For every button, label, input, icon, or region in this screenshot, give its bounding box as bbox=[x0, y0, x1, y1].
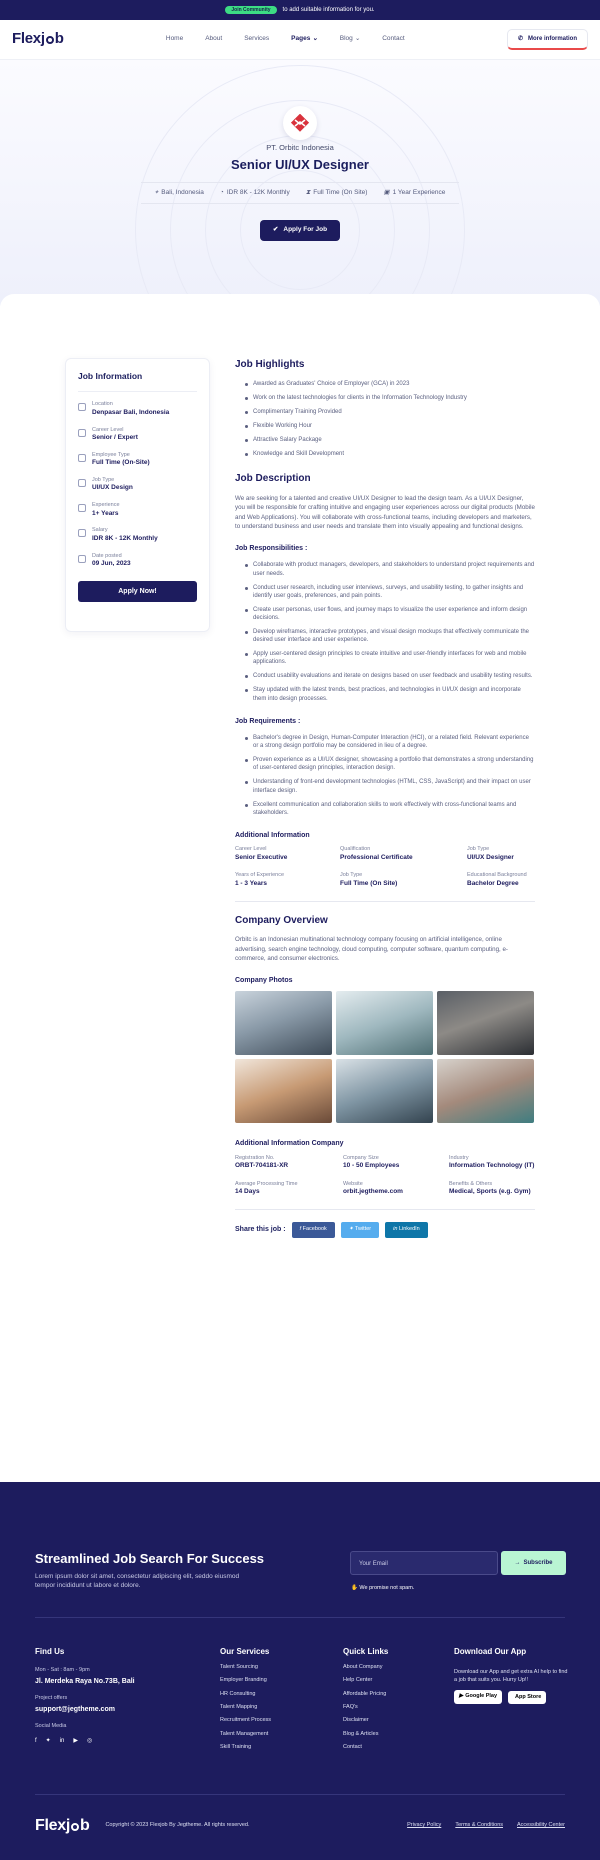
responsibilities-title: Job Responsibilities : bbox=[235, 545, 308, 552]
meta-type-text: Full Time (On Site) bbox=[313, 188, 368, 196]
calendar-icon bbox=[78, 555, 86, 563]
hourglass-icon: ⧗ bbox=[305, 188, 311, 196]
info-value: Information Technology (IT) bbox=[449, 1162, 535, 1170]
dribbble-icon[interactable]: ◎ bbox=[87, 1737, 93, 1744]
info-career-level bbox=[78, 427, 197, 443]
highlights-title: Job Highlights bbox=[235, 359, 305, 370]
company-photos-gallery bbox=[235, 991, 535, 1123]
company-photos-title: Company Photos bbox=[235, 976, 293, 984]
share-linkedin-button[interactable] bbox=[385, 1222, 428, 1237]
footer-find-us bbox=[35, 1647, 135, 1745]
nav-about[interactable]: About bbox=[205, 35, 223, 43]
info-label: Career Level bbox=[235, 846, 267, 853]
promise-label: We promise not spam. bbox=[359, 1585, 415, 1591]
divider bbox=[235, 1209, 535, 1210]
list-item: Develop wireframes, interactive prototypes, and visual design mockups that effectively communicate the desired user interface and user experience. bbox=[235, 628, 535, 644]
info-label: Benefits & Others bbox=[449, 1181, 493, 1188]
info-value: IDR 8K - 12K Monthly bbox=[92, 534, 158, 542]
footer-link[interactable]: Disclaimer bbox=[343, 1717, 369, 1724]
apply-for-job-button[interactable] bbox=[260, 220, 340, 241]
list-item: Flexible Working Hour bbox=[235, 422, 535, 430]
list-item: Understanding of front-end development technologies (HTML, CSS, JavaScript) and their impact on user interface design. bbox=[235, 778, 535, 794]
location-pin-icon: ⌖ bbox=[154, 188, 159, 196]
list-item: Conduct usability evaluations and iterate on designs based on user feedback and usability testing results. bbox=[235, 672, 535, 680]
job-hero bbox=[0, 60, 600, 306]
info-job-type bbox=[78, 477, 197, 493]
info-value: Full Time (On-Site) bbox=[92, 459, 150, 467]
office-photo[interactable] bbox=[336, 1059, 433, 1123]
info-label: Employee Type bbox=[92, 451, 130, 458]
company-name: PT. Orbitc Indonesia bbox=[266, 143, 334, 152]
linkedin-icon[interactable]: in bbox=[59, 1737, 65, 1744]
info-value: 14 Days bbox=[235, 1188, 260, 1196]
list-item: Bachelor's degree in Design, Human-Computer Interaction (HCI), or a related field. Relevant experience or a strong design portfolio may be considered in lieu of a degree. bbox=[235, 734, 535, 750]
download-app-title: Download Our App bbox=[454, 1647, 527, 1656]
info-label: Website bbox=[343, 1181, 363, 1188]
additional-company-title: Additional Information Company bbox=[235, 1140, 344, 1148]
chevron-down-icon: ⌄ bbox=[312, 35, 318, 43]
info-value: Full Time (On Site) bbox=[340, 879, 398, 887]
footer-link[interactable]: Skill Training bbox=[220, 1744, 252, 1751]
list-item: Stay updated with the latest trends, best practices, and technologies in UI/UX design and incorporate them into design processes. bbox=[235, 686, 535, 702]
highlights-list bbox=[235, 380, 535, 459]
social-icons bbox=[35, 1737, 135, 1745]
share-facebook-label: Facebook bbox=[302, 1226, 327, 1233]
footer-quick-links bbox=[343, 1647, 388, 1752]
list-item: Apply user-centered design principles to create intuitive and user-friendly interfaces for web and mobile applications. bbox=[235, 650, 535, 666]
quick-links-title: Quick Links bbox=[343, 1647, 389, 1656]
legal-links bbox=[407, 1822, 565, 1829]
app-store-button[interactable] bbox=[508, 1691, 546, 1704]
apply-for-job-label: Apply For Job bbox=[283, 226, 328, 234]
social-media-label: Social Media bbox=[35, 1722, 67, 1729]
office-photo[interactable] bbox=[235, 991, 332, 1055]
info-value: Bachelor Degree bbox=[467, 879, 519, 887]
project-offers-label: Project offers bbox=[35, 1694, 68, 1701]
chevron-down-icon: ⌄ bbox=[354, 35, 361, 43]
email-input[interactable]: Your Email bbox=[350, 1551, 498, 1575]
description-text: We are seeking for a talented and creative UI/UX Designer to lead the design team. As a UI/UX Designer, you will be responsible for crafting intuitive and engaging user experiences across our digital products (Mobile and Web Applications). You will collaborate with cross-functional teams, including developers and marketers, to understand business and user needs and translate them into visually appealing and functional designs. bbox=[235, 494, 535, 531]
share-twitter-label: Twitter bbox=[354, 1226, 372, 1233]
info-value: Professional Certificate bbox=[340, 853, 413, 861]
footer-link[interactable]: FAQ's bbox=[343, 1704, 358, 1711]
linkedin-icon: in bbox=[393, 1226, 399, 1233]
additional-info-title: Additional Information bbox=[235, 831, 310, 839]
share-label: Share this job : bbox=[235, 1226, 286, 1234]
footer-logo[interactable]: Flexj b bbox=[35, 1817, 90, 1834]
download-app-text: Download our App and get extra AI help to find a job that suits you. Hurry Up!! bbox=[454, 1668, 568, 1684]
info-value: Senior Executive bbox=[235, 853, 288, 861]
info-value: Denpasar Bali, Indonesia bbox=[92, 408, 170, 416]
briefcase-icon: ▣ bbox=[383, 188, 390, 196]
meta-salary bbox=[212, 189, 298, 198]
share-linkedin-label: LinkedIn bbox=[398, 1226, 420, 1233]
more-information-button[interactable] bbox=[507, 29, 588, 50]
arrow-right-icon: → bbox=[514, 1559, 521, 1566]
meta-type bbox=[298, 189, 376, 198]
phone-icon: ✆ bbox=[517, 35, 523, 42]
office-photo[interactable] bbox=[235, 1059, 332, 1123]
job-information-card bbox=[65, 358, 210, 632]
footer-services bbox=[220, 1647, 271, 1752]
office-photo[interactable] bbox=[437, 991, 534, 1055]
twitter-icon[interactable]: ✦ bbox=[45, 1737, 51, 1744]
info-value: UI/UX Designer bbox=[467, 853, 514, 861]
subscribe-label: Subscribe bbox=[523, 1559, 553, 1566]
info-label: Average Processing Time bbox=[235, 1181, 298, 1188]
nav-home[interactable]: Home bbox=[165, 35, 184, 43]
meta-experience bbox=[375, 189, 453, 198]
meta-location-text: Bali, Indonesia bbox=[161, 188, 204, 196]
job-title: Senior UI/UX Designer bbox=[231, 157, 369, 173]
company-overview-title: Company Overview bbox=[235, 914, 328, 926]
divider bbox=[235, 901, 535, 902]
twitter-icon: ✦ bbox=[348, 1226, 355, 1233]
list-item: Create user personas, user flows, and journey maps to visualize the user experience and inform design decisions. bbox=[235, 606, 535, 622]
list-item: Knowledge and Skill Development bbox=[235, 450, 535, 458]
nav-contact[interactable]: Contact bbox=[382, 35, 405, 43]
company-info-grid bbox=[235, 1155, 535, 1197]
newsletter bbox=[35, 1550, 264, 1591]
footer-bottom bbox=[35, 1815, 565, 1837]
info-value: 1+ Years bbox=[92, 509, 119, 517]
footer-link[interactable]: Talent Sourcing bbox=[220, 1663, 258, 1670]
office-photo[interactable] bbox=[437, 1059, 534, 1123]
footer-download-app bbox=[454, 1647, 569, 1704]
footer bbox=[0, 1482, 600, 1860]
info-label: Career Level bbox=[92, 426, 124, 433]
job-meta-row bbox=[141, 182, 459, 205]
hand-icon: ✋ bbox=[351, 1585, 358, 1591]
google-play-button[interactable] bbox=[454, 1690, 502, 1703]
info-employee-type bbox=[78, 452, 197, 468]
newsletter-title: Streamlined Job Search For Success bbox=[35, 1551, 265, 1566]
promise-text bbox=[351, 1585, 414, 1592]
responsibilities-list bbox=[235, 561, 535, 702]
list-item: Awarded as Graduates' Choice of Employer (GCA) in 2023 bbox=[235, 380, 535, 388]
info-value: Medical, Sports (e.g. Gym) bbox=[449, 1188, 531, 1196]
website-link[interactable]: orbit.jegtheme.com bbox=[343, 1188, 403, 1196]
info-value: 10 - 50 Employees bbox=[343, 1162, 400, 1170]
list-item: Conduct user research, including user interviews, surveys, and usability testing, to gather insights and identify user goals, preferences, and pain points. bbox=[235, 584, 535, 600]
find-us-title: Find Us bbox=[35, 1647, 65, 1656]
info-label: Salary bbox=[92, 527, 108, 534]
info-label: Location bbox=[92, 401, 113, 408]
youtube-icon[interactable]: ▶ bbox=[73, 1737, 78, 1744]
footer-divider bbox=[35, 1794, 565, 1795]
meta-location bbox=[147, 189, 212, 198]
info-label: Qualification bbox=[340, 846, 371, 853]
job-content bbox=[235, 358, 535, 1238]
apply-now-button[interactable]: Apply Now! bbox=[78, 581, 197, 602]
nav-services[interactable]: Services bbox=[244, 35, 270, 43]
requirements-list bbox=[235, 734, 535, 817]
newsletter-text: Lorem ipsum dolor sit amet, consectetur adipiscing elit, seddo eiusmod tempor incididunt ut labore et dolore. bbox=[35, 1572, 240, 1590]
money-icon bbox=[78, 529, 86, 537]
footer-link[interactable]: Employer Branding bbox=[220, 1677, 267, 1684]
meta-salary-text: IDR 8K - 12K Monthly bbox=[226, 188, 290, 196]
footer-link[interactable]: Help Center bbox=[343, 1677, 373, 1684]
info-experience bbox=[78, 502, 197, 518]
job-detail-section bbox=[0, 294, 600, 1482]
briefcase-icon bbox=[78, 479, 86, 487]
footer-link[interactable]: Contact bbox=[343, 1744, 362, 1751]
info-value: 09 Jun, 2023 bbox=[92, 560, 131, 568]
share-row bbox=[235, 1222, 535, 1237]
google-play-label: Google Play bbox=[465, 1693, 498, 1700]
list-item: Attractive Salary Package bbox=[235, 436, 535, 444]
info-value: ORBT-704181-XR bbox=[235, 1162, 289, 1170]
more-information-label: More information bbox=[527, 35, 577, 42]
footer-link[interactable]: Affordable Pricing bbox=[343, 1690, 387, 1697]
list-item: Proven experience as a UI/UX designer, showcasing a portfolio that demonstrates a strong understanding of user-centered design principles, interaction design. bbox=[235, 756, 535, 772]
services-title: Our Services bbox=[220, 1647, 270, 1656]
navbar bbox=[0, 20, 600, 60]
career-icon bbox=[78, 429, 86, 437]
nav-pages[interactable] bbox=[291, 35, 318, 44]
info-label: Job Type bbox=[92, 477, 115, 484]
accessibility-link[interactable]: Accessibility Center bbox=[517, 1822, 565, 1829]
nav-blog-label: Blog bbox=[339, 35, 353, 43]
orbitc-logo-icon bbox=[291, 114, 309, 132]
job-information-title: Job Information bbox=[78, 371, 197, 392]
info-label: Company Size bbox=[343, 1154, 379, 1161]
additional-info-grid bbox=[235, 846, 535, 888]
info-value: 1 - 3 Years bbox=[235, 879, 268, 887]
share-facebook-button[interactable] bbox=[292, 1222, 335, 1237]
facebook-icon[interactable]: f bbox=[35, 1737, 37, 1744]
info-label: Job Type bbox=[467, 846, 490, 853]
info-salary bbox=[78, 527, 197, 543]
list-item: Complimentary Training Provided bbox=[235, 408, 535, 416]
hours-text: Mon - Sat : 8am - 9pm bbox=[35, 1666, 90, 1673]
location-icon bbox=[78, 403, 86, 411]
subscribe-button[interactable] bbox=[501, 1551, 566, 1575]
list-item: Collaborate with product managers, developers, and stakeholders to understand project requirements and user needs. bbox=[235, 561, 535, 577]
google-play-icon: ▶ bbox=[459, 1693, 464, 1700]
company-logo bbox=[283, 106, 317, 140]
privacy-policy-link[interactable]: Privacy Policy bbox=[407, 1822, 442, 1829]
support-email-link[interactable]: support@jegtheme.com bbox=[35, 1706, 115, 1714]
description-title: Job Description bbox=[235, 473, 311, 485]
info-label: Experience bbox=[92, 502, 120, 509]
announcement-text: to add suitable information for you. bbox=[282, 6, 375, 13]
list-item: Work on the latest technologies for clients in the Information Technology Industry bbox=[235, 394, 535, 402]
nav-links bbox=[166, 35, 405, 44]
info-label: Date posted bbox=[92, 552, 122, 559]
footer-divider bbox=[35, 1617, 565, 1618]
money-bag-icon: ◔ bbox=[219, 188, 224, 196]
footer-link[interactable]: HR Consulting bbox=[220, 1690, 256, 1697]
footer-link[interactable]: Blog & Articles bbox=[343, 1730, 379, 1737]
info-label: Industry bbox=[449, 1154, 469, 1161]
join-community-badge[interactable]: Join Community bbox=[225, 6, 276, 15]
info-value: Senior / Expert bbox=[92, 434, 138, 442]
nav-pages-label: Pages bbox=[291, 35, 311, 43]
nav-blog[interactable] bbox=[340, 35, 360, 44]
facebook-icon: f bbox=[299, 1226, 303, 1233]
info-date-posted bbox=[78, 553, 197, 569]
footer-link[interactable]: Talent Mapping bbox=[220, 1704, 258, 1711]
company-overview-text: Orbitc is an Indonesian multinational technology company focusing on artificial intelligence, online advertising, search engine technology, cloud computing, computer software, quantum computing, e-commerce, and consumer electronics. bbox=[235, 936, 508, 963]
info-label: Job Type bbox=[340, 872, 363, 879]
meta-experience-text: 1 Year Experience bbox=[392, 188, 446, 196]
copyright-text: Copyright © 2023 Flexjob By Jegtheme. All rights reserved. bbox=[105, 1822, 250, 1829]
info-label: Educational Background bbox=[467, 872, 527, 879]
footer-link[interactable]: Talent Management bbox=[220, 1730, 269, 1737]
list-item: Excellent communication and collaboration skills to work effectively with cross-functional teams and stakeholders. bbox=[235, 801, 535, 817]
share-twitter-button[interactable] bbox=[341, 1222, 379, 1237]
brand-logo[interactable]: Flexj b bbox=[12, 30, 64, 48]
office-photo[interactable] bbox=[336, 991, 433, 1055]
footer-link[interactable]: Recruitment Process bbox=[220, 1717, 272, 1724]
star-icon bbox=[78, 504, 86, 512]
info-label: Registration No. bbox=[235, 1154, 275, 1161]
address-text: Jl. Merdeka Raya No.73B, Bali bbox=[35, 1678, 135, 1686]
announcement-bar bbox=[0, 0, 600, 20]
terms-link[interactable]: Terms & Conditions bbox=[455, 1822, 503, 1829]
info-label: Years of Experience bbox=[235, 872, 285, 879]
info-value: UI/UX Design bbox=[92, 484, 133, 492]
app-store-label: App Store bbox=[514, 1693, 542, 1700]
check-circle-icon: ✔ bbox=[272, 226, 279, 234]
footer-link[interactable]: About Company bbox=[343, 1663, 383, 1670]
user-icon bbox=[78, 454, 86, 462]
info-location bbox=[78, 401, 197, 417]
requirements-title: Job Requirements : bbox=[235, 717, 301, 725]
